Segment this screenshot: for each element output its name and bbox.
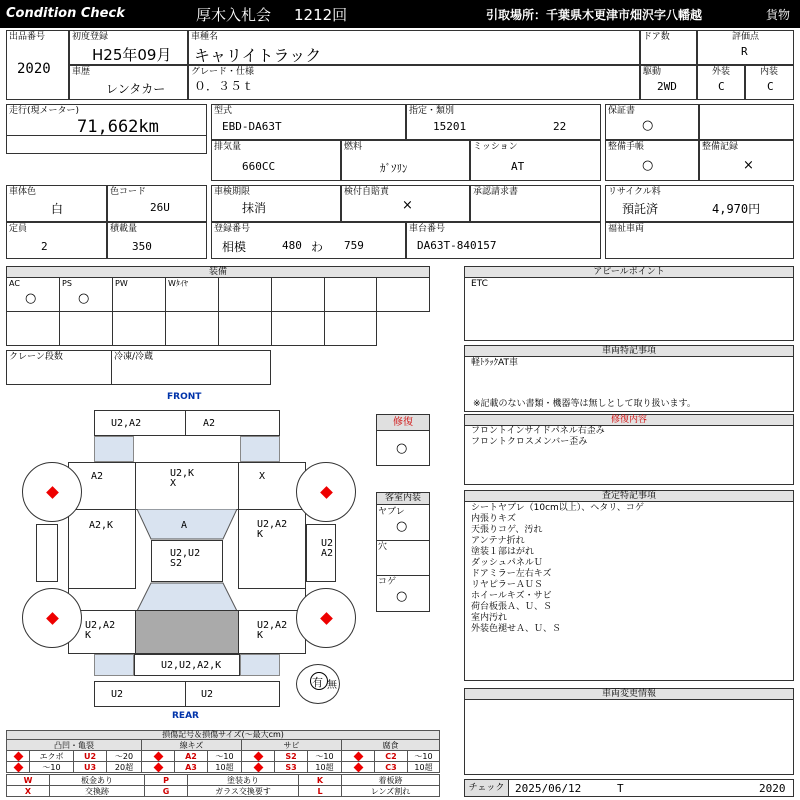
legend-cell: 20超 [106,761,142,773]
designation-value: 15201 [433,120,467,133]
load-value: 350 [132,240,152,253]
inspection-note-line: 荷台板張Ａ、Ｕ、Ｓ [471,602,553,612]
legend-group-scratch: 線キズ [141,739,242,751]
inspection-value: 抹消 [242,201,267,215]
displacement-box [211,140,341,181]
class-number: 22 [553,120,567,133]
equip-ac-mark: ○ [25,291,37,306]
equip-cell [324,311,377,346]
check-number: 2020 [759,782,786,795]
legend-cell: 〜20 [106,750,142,762]
color-code-value: 26U [150,201,170,214]
equip-cell [271,277,325,312]
mark-front-right: A2 [203,418,216,429]
change-info-title: 車両変更情報 [464,688,794,700]
auction-name: 厚木入札会 [196,6,272,24]
recycle-state: 預託済 [622,202,659,216]
capacity-box [6,222,107,259]
reg-num: 759 [344,239,364,252]
legend-code-key: W [6,774,50,786]
first-reg-value: H25年09月 [92,46,172,64]
front-bumper [94,410,280,436]
inspection-note-line: ドアミラー左右キズ [471,569,552,579]
mark-hood-left: A2 [91,471,104,482]
legend-group-corrosion: 腐食 [341,739,440,751]
panel-side-left [36,524,58,582]
equip-cell-pw [112,277,166,312]
maint-box [605,140,699,181]
warranty-extra-box [699,104,794,140]
damage-legend [6,730,440,797]
fuel-label: 燃料 [344,142,363,152]
reg-class: 480 [282,239,302,252]
exterior-box [697,65,745,100]
legend-cell: 10超 [407,761,440,773]
hole-label: 穴 [378,542,388,552]
mark-rear-left: U2,A2 K [85,620,116,641]
recycle-box [605,185,794,222]
panel-bed-floor [135,610,239,654]
mileage-value: 71,662km [77,117,159,137]
panel-side-right [306,524,336,582]
first-reg-box [69,30,188,65]
displacement-label: 排気量 [214,142,242,152]
repair-content-box [464,425,794,485]
maint-label: 整備手帳 [608,142,645,152]
legend-diamond [6,761,30,773]
color-code-box [107,185,207,222]
equip-cell [112,311,166,346]
warranty-value: ○ [642,118,654,133]
inspection-note-line: ホイールキズ・サビ [471,591,552,601]
legend-code: A2 [174,750,208,762]
history-label: 車歴 [72,67,91,77]
mileage-label: 走行(現メーター) [9,106,80,116]
lot-number: 2020 [17,61,51,77]
equip-cell [218,311,272,346]
front-light-right [240,436,280,462]
inspection-box [211,185,341,222]
mark-cabin: U2,U2 S2 [170,548,201,569]
repair-content-line: フロントインサイドパネル右歪み [471,426,605,436]
legend-code: S2 [274,750,308,762]
legend-code-key: P [144,774,188,786]
tear-label: ヤブレ [378,507,405,517]
legend-diamond [341,761,375,773]
maint-record-value: × [743,158,754,173]
equipment-grid [6,277,430,346]
mission-box [470,140,601,181]
interior-label: 内装 [760,67,779,77]
auction-session: 1212回 [294,6,348,24]
check-mark: T [617,782,624,795]
approval-label: 承認請求書 [473,187,519,197]
panel-door-left [68,509,136,589]
legend-code-key: X [6,785,50,797]
mission-label: ミッション [473,142,518,152]
body-color-box [6,185,107,222]
self-insurance-box [341,185,470,222]
features-title: 車両特記事項 [464,345,794,357]
crane-box [6,350,112,385]
doors-label: ドア数 [643,32,670,42]
mission-value: AT [511,160,525,173]
chassis-value: DA63T-840157 [417,239,497,252]
reg-number-box [211,222,406,259]
recycle-fee: 4,970円 [712,202,761,216]
drive-box [640,65,697,100]
mark-bottom-right: U2 [201,689,214,700]
mark-front-left: U2,A2 [111,418,142,429]
repair-label: 修復 [377,415,429,431]
first-reg-label: 初度登録 [72,32,109,42]
legend-code-value: 交換跡 [49,785,145,797]
equip-cell-ac [6,277,60,312]
inspection-label: 車検期限 [214,187,251,197]
wheel-rear-right [296,588,356,648]
repair-content-line: フロントクロスメンバー歪み [471,437,588,447]
cabin-interior-title: 客室内装 [377,493,429,505]
pickup-location: 引取場所：千葉県木更津市畑沢字八幡越 [486,8,703,22]
maint-record-box [699,140,794,181]
car-name-label: 車種名 [191,32,219,42]
legend-code: U2 [73,750,107,762]
warranty-box [605,104,699,140]
legend-code-key: G [144,785,188,797]
maint-record-label: 整備記録 [702,142,739,152]
equip-cell [165,311,219,346]
mark-side-right: U2 A2 [321,538,334,559]
legend-code-value: 板金あり [49,774,145,786]
interior-value: C [767,80,774,93]
wheel-rear-left [22,588,82,648]
lot-label: 出品番号 [9,32,46,42]
vehicle-category: 貨物 [766,8,791,22]
tear-mark: ○ [396,519,408,534]
warranty-label: 保証書 [608,106,636,116]
load-box [107,222,207,259]
model-label: 型式 [214,106,233,116]
equip-cell [59,311,113,346]
doors-box [640,30,697,65]
lot-box [6,30,69,100]
welfare-box [605,222,794,259]
recycle-label: リサイクル料 [608,187,661,197]
legend-cell: 〜10 [407,750,440,762]
legend-code-value: ガラス交換要す [187,785,299,797]
inspection-note-line: ダッシュパネルＵ [471,558,543,568]
check-label: チェック [465,780,509,796]
legend-code: C2 [374,750,408,762]
equip-ps-mark: ○ [78,291,90,306]
legend-code: A3 [174,761,208,773]
legend-code-key: K [298,774,342,786]
approval-box [470,185,601,222]
fuel-value: ｶﾞｿﾘﾝ [380,162,408,175]
interior-box [745,65,794,100]
mark-door-right: U2,A2 K [257,519,288,540]
legend-code-value: レンズ割れ [341,785,440,797]
features-note: ※記載のない書類・機器等は無しとして取り扱います。 [473,399,696,409]
legend-code-key: L [298,785,342,797]
repair-box [376,414,430,466]
features-box [464,356,794,412]
panel-door-right [238,509,306,589]
equip-cell-wtire [165,277,219,312]
equip-ps-label: PS [62,279,72,288]
equip-cell [376,277,430,312]
wheel-front-right [296,462,356,522]
mileage-box [6,104,207,154]
equip-wtire-label: Wﾀｲﾔ [168,279,188,288]
mark-door-left: A2,K [89,520,114,531]
car-name-box [188,30,640,65]
equip-cell [6,311,60,346]
legend-code: C3 [374,761,408,773]
chassis-label: 車台番号 [409,224,446,234]
front-light-left [94,436,134,462]
self-insurance-label: 検付自賠責 [344,187,390,197]
color-code-label: 色コード [110,187,147,197]
front-label: FRONT [167,392,202,402]
legend-code: S3 [274,761,308,773]
legend-code-value: 塗装あり [187,774,299,786]
grade-box [188,65,640,100]
load-label: 積載量 [110,224,138,234]
car-diagram [0,388,370,728]
equip-cell [218,277,272,312]
mark-door-center: A [181,520,188,531]
self-insurance-value: × [402,198,413,213]
car-name-value: キャリイトラック [194,46,322,65]
legend-title: 損傷記号＆損傷サイズ(〜最大cm) [6,730,440,740]
legend-group-dent: 凸凹・亀裂 [6,739,142,751]
freezer-label: 冷凍/冷蔵 [114,352,154,362]
check-bar [464,779,794,797]
panel-tail [134,654,240,676]
body-color-label: 車体色 [9,187,37,197]
freezer-box [111,350,271,385]
rear-light-right [240,654,280,676]
burn-mark: ○ [396,589,408,604]
rear-bumper [94,681,280,707]
equip-cell-ps [59,277,113,312]
wheel-front-left [22,462,82,522]
legend-code-value: 着板跡 [341,774,440,786]
legend-diamond [241,761,275,773]
legend-code: U3 [73,761,107,773]
grade-eval-box [697,30,794,65]
grade-eval-label: 評価点 [732,32,760,42]
inspection-note-line: 室内汚れ [471,613,508,623]
inspection-notes-box [464,501,794,681]
inspection-note-line: アンテナ折れ [471,536,525,546]
designation-box [406,104,601,140]
designation-label: 指定・類別 [409,106,455,116]
equip-ac-label: AC [9,279,20,288]
inspection-note-line: 内張りキズ [471,514,516,524]
legend-cell: 10超 [307,761,342,773]
exterior-label: 外装 [712,67,731,77]
mark-bottom-left: U2 [111,689,124,700]
legend-diamond [141,761,175,773]
drive-label: 駆動 [643,67,662,77]
rear-light-left [94,654,134,676]
inspection-note-line: リヤピラーＡＵＳ [471,580,543,590]
features-text: 軽ﾄﾗｯｸAT車 [471,358,518,368]
appeal-box [464,277,794,341]
legend-cell: 〜10 [207,750,242,762]
cabin-interior-box [376,492,430,612]
inspection-note-line: 天張りコゲ、汚れ [471,525,543,535]
check-date: 2025/06/12 [515,782,582,795]
legend-cell: 10超 [207,761,242,773]
reg-number-label: 登録番号 [214,224,251,234]
model-value: EBD-DA63T [222,120,282,133]
fuel-box [341,140,470,181]
reg-kana: わ [311,240,324,254]
inspection-note-line: 外装色褪せＡ、Ｕ、Ｓ [471,624,562,634]
mark-hood-right: X [259,471,266,482]
repair-content-title: 修復内容 [464,414,794,426]
displacement-value: 660CC [242,160,276,173]
drive-value: 2WD [657,80,677,93]
panel-hood-center [135,462,239,510]
header-title-en: Condition Check [6,6,125,21]
maint-value: ○ [642,158,654,173]
spare-none: 無 [327,680,337,691]
legend-cell: 〜10 [307,750,342,762]
grade-value: ０．３５ｔ [194,79,255,93]
spare-has: 有 [312,676,323,689]
inspection-note-line: 塗装１部はがれ [471,547,535,557]
mark-rear-right: U2,A2 K [257,620,288,641]
inspection-notes-title: 査定特記事項 [464,490,794,502]
repair-mark: ○ [396,441,408,456]
legend-cell: エクボ [29,750,74,762]
legend-cell: 〜10 [29,761,74,773]
model-box [211,104,406,140]
equip-cell [271,311,325,346]
history-value: レンタカー [106,82,166,96]
rear-label: REAR [172,711,199,721]
grade-eval-value: R [741,45,748,58]
appeal-title: アピールポイント [464,266,794,278]
crane-label: クレーン段数 [9,352,63,362]
capacity-label: 定員 [9,224,28,234]
exterior-value: C [718,80,725,93]
burn-label: コゲ [378,577,397,587]
body-color-value: 白 [51,202,64,216]
capacity-value: 2 [41,240,48,253]
panel-cabin [151,540,223,582]
mark-hood-center: U2,K X [170,468,195,489]
mark-tail: U2,U2,A2,K [161,660,222,671]
history-box [69,65,188,100]
equip-pw-label: PW [115,279,128,288]
change-info-box [464,699,794,775]
grade-label: グレード・仕様 [191,67,255,77]
inspection-note-line: シートヤブレ（10cm以上）、ヘタリ、コゲ [471,503,644,513]
welfare-label: 福祉車両 [608,224,645,234]
header-bar [0,0,800,28]
legend-group-rust: サビ [241,739,342,751]
equip-cell [324,277,377,312]
appeal-text: ETC [471,279,488,289]
equipment-title: 装備 [6,266,430,278]
chassis-box [406,222,601,259]
reg-area: 相模 [222,240,247,254]
